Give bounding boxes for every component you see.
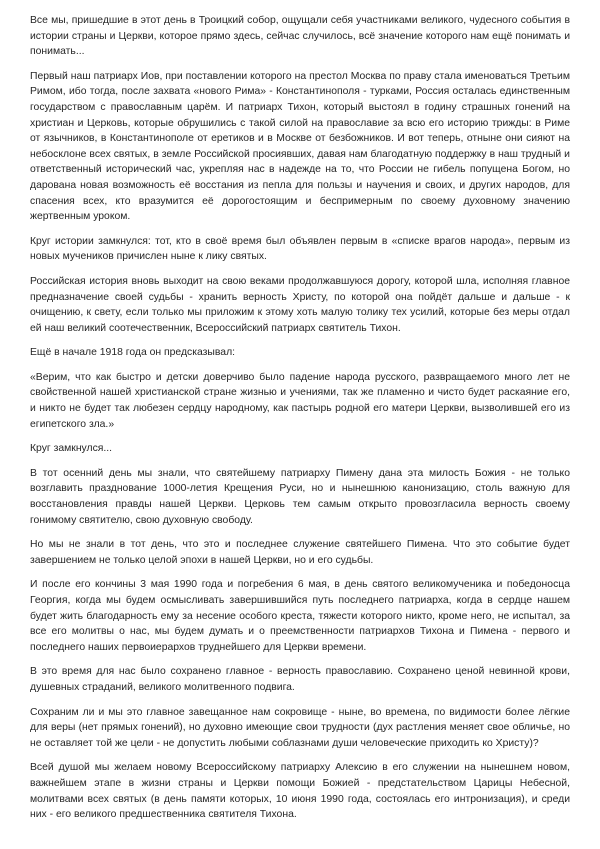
paragraph-11: В это время для нас было сохранено главное - верность православию. Сохранено ценой невинной крови, душевных страданий, великого молитвенного подвига. bbox=[30, 666, 570, 693]
paragraph-2: Первый наш патриарх Иов, при поставлении которого на престол Москва по праву стала именоваться Третьим Римом, ибо тогда, после захвата «нового Рима» - Константинополя - турками, Россия осталась единственным государством с православным царём. И патриарх Тихон, который выстоял в годину страшных гонений на христиан и Церковь, которые обрушились с такой силой на православие за всю его историю трижды: в Риме от язычников, в Константинополе от еретиков и в Москве от безбожников. И вот теперь, отныне они сияют на небосклоне всех святых, в земле Российской просиявших, давая нам благодатную поддержку в наш трудный и ответственный исторический час, укрепляя нас в надежде на то, что России не гибель попущена Богом, но дарована новая возможность её восстания из пепла для пользы и научения и своих, и других народов, для спасения всех, кто вразумится её дорогостоящим и беспримерным по своему духовному значению жертвенным уроком. bbox=[30, 70, 570, 223]
paragraph-1: Все мы, пришедшие в этот день в Троицкий собор, ощущали себя участниками великого, чудесного события в истории страны и Церкви, которое прямо здесь, сейчас случилось, всё значение которого нам ещё понимать и понимать... bbox=[30, 15, 570, 58]
paragraph-13: Всей душой мы желаем новому Всероссийскому патриарху Алексию в его служении на нынешнем новом, важнейшем этапе в жизни страны и Церкви помощи Божией - предстательством Царицы Небесной, молитвами всех святых (в день памяти которых, 10 июня 1990 года, состоялась его интронизация), и среди них - его великого предшественника святителя Тихона. bbox=[30, 762, 570, 821]
paragraph-9: Но мы не знали в тот день, что это и последнее служение святейшего Пимена. Что это событие будет завершением не только целой эпохи в нашей Церкви, но и его судьбы. bbox=[30, 539, 570, 566]
paragraph-7: Круг замкнулся... bbox=[30, 443, 113, 455]
paragraph-4: Российская история вновь выходит на свою веками продолжавшуюся дорогу, которой шла, исполняя главное предназначение своей судьбы - хранить верность Христу, по которой она пойдёт дальше и дальше - к очищению, к свету, если только мы приложим к этому хоть малую толику тех усилий, которые без меры отдал ей наш великий соотечественник, Всероссийский патриарх святитель Тихон. bbox=[30, 275, 570, 334]
paragraph-3: Круг истории замкнулся: тот, кто в своё время был объявлен первым в «списке врагов народа», первым из новых мучеников причислен ныне к лику святых. bbox=[30, 235, 570, 263]
paragraph-8: В тот осенний день мы знали, что святейшему патриарху Пимену дана эта милость Божия - не только возглавить празднование 1000-летия Крещения Руси, но и нынешнюю канонизацию, столь важную для восстановления правды нашей Церкви. Церковь тем самым открыто провозгласила верность своему гонимому святителю, свою духовную свободу. bbox=[30, 467, 570, 526]
paragraph-10: И после его кончины 3 мая 1990 года и погребения 6 мая, в день святого великомученика и победоносца Георгия, когда мы будем осмысливать завершившийся путь последнего патриарха, когда в сердце нашем будет жить благодарность ему за несение особого креста, тяжести которого никто, кроме него, не испытал, за все его молитвы о нас, мы будем думать и о преемственности патриархов Тихона и Пимена - первого и последнего наших первоиерархов труднейшего для Церкви времени. bbox=[30, 579, 570, 653]
paragraph-12: Сохраним ли и мы это главное завещанное нам сокровище - ныне, во времена, по видимости более лёгкие для веры (нет прямых гонений), но духовно имеющие свои трудности (дух растления меняет свое обличье, но не оставляет той же цели - не допустить любыми соблазнами души человеческие приходить ко Христу)? bbox=[30, 706, 570, 749]
quotation-paragraph: «Верим, что как быстро и детски доверчиво было падение народа русского, развращаемого много лет не свойственной нашей христианской стране жизнью и учениями, так же пламенно и чисто будет раскаяние его, и никто не будет так любезен сердцу народному, как пастырь родной его матери Церкви, вызволившей его из египетского зла.» bbox=[30, 371, 570, 430]
paragraph-5: Ещё в начале 1918 года он предсказывал: bbox=[30, 347, 236, 359]
